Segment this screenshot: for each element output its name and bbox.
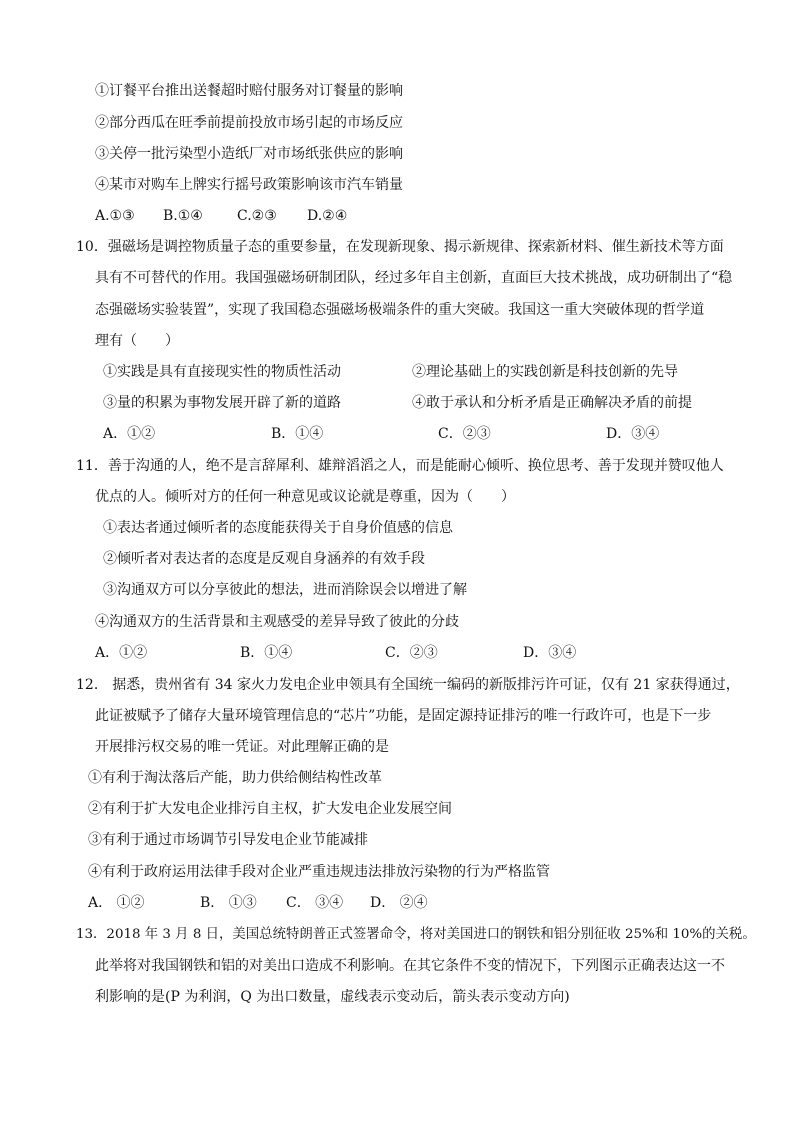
q11-item-3: ③沟通双方可以分享彼此的想法，进而消除误会以增进了解 [103,582,467,598]
q10-option-c: C．②③ [438,426,491,442]
q9-item-4: ④某市对购车上牌实行摇号政策影响该市汽车销量 [95,177,403,193]
q12-item-2: ②有利于扩大发电企业排污自主权，扩大发电企业发展空间 [88,801,452,817]
q10-stem-line-3: 态强磁场实验装置”，实现了我国稳态强磁场极端条件的重大突破。我国这一重大突破体现的哲学道 [95,302,705,318]
q11-option-d: D．③④ [523,645,577,661]
q12-option-d: D． ②④ [370,895,428,911]
q10-stem-line-2: 具有不可替代的作用。我国强磁场研制团队，经过多年自主创新，直面巨大技术挑战，成功研制出了“稳 [95,270,733,286]
q11-item-2: ②倾听者对表达者的态度是反观自身涵养的有效手段 [103,551,425,567]
q12-option-b: B． ①③ [200,895,257,911]
q12-option-c: C． ③④ [286,895,344,911]
q9-option-d: D.②④ [307,208,348,224]
q9-option-c: C.②③ [237,208,277,224]
q10-option-b: B．①④ [271,426,324,442]
q11-stem-line-2: 优点的人。倾听对方的任何一种意见或议论就是尊重，因为（ ） [95,489,515,505]
q10-stem-line-1: 10．强磁场是调控物质量子态的重要参量，在发现新现象、揭示新规律、探索新材料、催生新技术等方面 [76,239,724,255]
q12-stem-line-1: 12． 据悉，贵州省有 34 家火力发电企业申领具有全国统一编码的新版排污许可证，仅有 21 家获得通过， [76,677,740,693]
q10-item-3: ③量的积累为事物发展开辟了新的道路 [103,395,341,411]
q10-item-4: ④敢于承认和分析矛盾是正确解决矛盾的前提 [412,395,692,411]
q10-item-1: ①实践是具有直接现实性的物质性活动 [103,364,341,380]
q12-item-4: ④有利于政府运用法律手段对企业严重违规违法排放污染物的行为严格监管 [88,864,550,880]
q9-item-1: ①订餐平台推出送餐超时赔付服务对订餐量的影响 [95,83,403,99]
q9-option-a: A.①③ [95,208,135,224]
q13-stem-line-1: 13．2018 年 3 月 8 日，美国总统特朗普正式签署命令，将对美国进口的钢铁和铝分别征收 25%和 10%的关税。 [76,927,756,942]
q9-option-b: B.①④ [163,208,203,224]
q10-option-a: A．①② [103,426,156,442]
q11-item-1: ①表达者通过倾听者的态度能获得关于自身价值感的信息 [103,520,453,536]
q12-stem-line-3: 开展排污权交易的唯一凭证。对此理解正确的是 [95,739,389,755]
q10-item-2: ②理论基础上的实践创新是科技创新的先导 [412,364,678,380]
q11-option-c: C．②③ [385,645,438,661]
q12-option-a: A． ①② [88,895,145,911]
q11-option-a: A．①② [95,645,148,661]
q11-option-b: B．①④ [240,645,293,661]
q9-item-3: ③关停一批污染型小造纸厂对市场纸张供应的影响 [95,146,403,162]
q11-stem-line-1: 11．善于沟通的人，绝不是言辞犀利、雄辩滔滔之人，而是能耐心倾听、换位思考、善于发现并赞叹他人 [76,458,724,474]
q13-stem-line-3: 利影响的是(P 为利润，Q 为出口数量，虚线表示变动后，箭头表示变动方向) [95,989,570,1005]
q9-item-2: ②部分西瓜在旺季前提前投放市场引起的市场反应 [95,115,403,131]
q10-option-d: D．③④ [606,426,660,442]
q12-stem-line-2: 此证被赋予了储存大量环境管理信息的“芯片”功能，是固定源持证排污的唯一行政许可，也是下一步 [95,708,712,724]
q10-stem-line-4: 理有（ ） [95,333,179,349]
q13-stem-line-2: 此举将对我国钢铁和铝的对美出口造成不利影响。在其它条件不变的情况下，下列图示正确表达这一不 [95,958,725,974]
q12-item-3: ③有利于通过市场调节引导发电企业节能减排 [88,832,368,848]
q12-item-1: ①有利于淘汰落后产能，助力供给侧结构性改革 [88,770,382,786]
q11-item-4: ④沟通双方的生活背景和主观感受的差异导致了彼此的分歧 [95,614,459,630]
